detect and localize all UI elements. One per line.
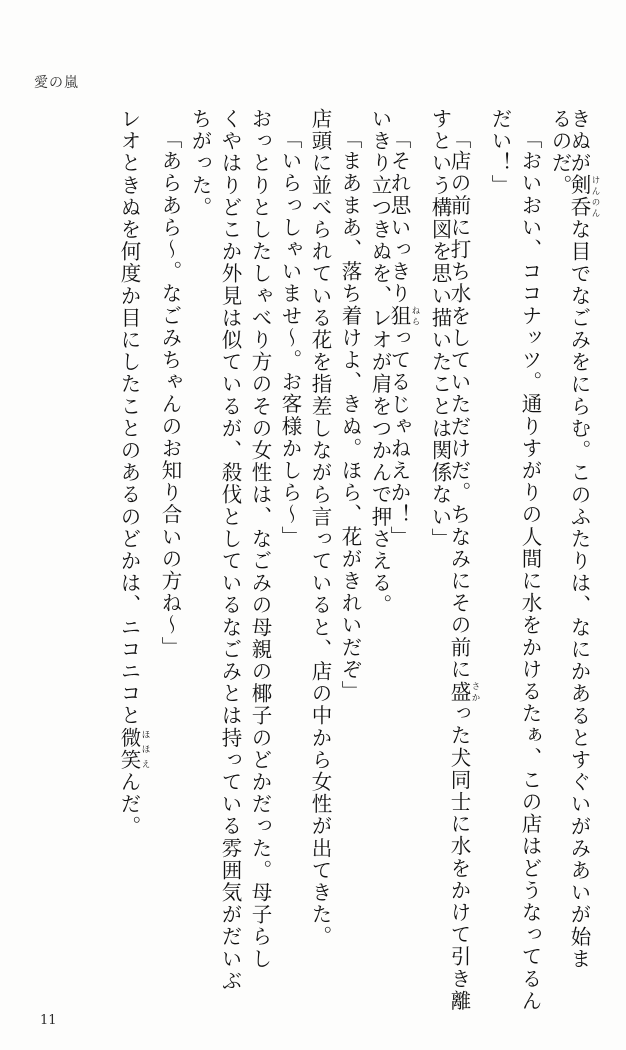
vertical-text-body [28,108,600,1013]
text-line: くやはりどこか外見は似ているが、殺伐としているなごみとは持っている雰囲気がだいぶ [218,108,242,992]
text-line: 「それ思いっきり狙 ねらってるじゃねえか！」 [387,128,420,548]
text-line: いきり立つきぬを、レオが肩をつかんで押さえる。 [368,108,392,617]
text-line: 「おいおい、ココナッツ。通りすがりの人間に水をかけるたぁ、この店はどうなってるん [518,128,542,1012]
text-line: 「いらっしゃいませ〜。お客様かしら〜」 [278,128,302,548]
text-line: だい！」 [488,108,512,197]
text-line: 「店の前に打ち水をしていただけだ。ちなみにその前に盛 さかった犬同士に水をかけて引き離 [447,128,480,1013]
page-number: 11 [40,1013,57,1028]
text-line: 「あらあら〜。なごみちゃんのお知り合いの方ね〜」 [158,128,182,659]
text-line: きぬが剣呑 けんのんな目でなごみをにらむ。このふたりは、なにかあるとすぐいがみあいが始ま [567,108,600,970]
text-line: るのだ。 [548,108,572,197]
text-line: 店頭に並べられている花を指差しながら言っていると、店の中から女性が出てきた。 [308,108,332,948]
text-line: レオときぬを何度か目にしたことのあるのどかは、ニコニコと微笑 ほほえんだ。 [117,108,150,838]
text-line: おっとりとしたしゃべり方のその女性は、なごみの母親の椰子のどかだった。母子らし [248,108,272,970]
text-line: ちがった。 [188,108,212,219]
running-head: 愛の嵐 [34,75,79,91]
text-line: すという構図を思い描いたことは関係ない」 [428,108,452,550]
text-line: 「まあまあ、落ち着けよ、きぬ。ほら、花がきれいだぞ」 [338,128,362,703]
